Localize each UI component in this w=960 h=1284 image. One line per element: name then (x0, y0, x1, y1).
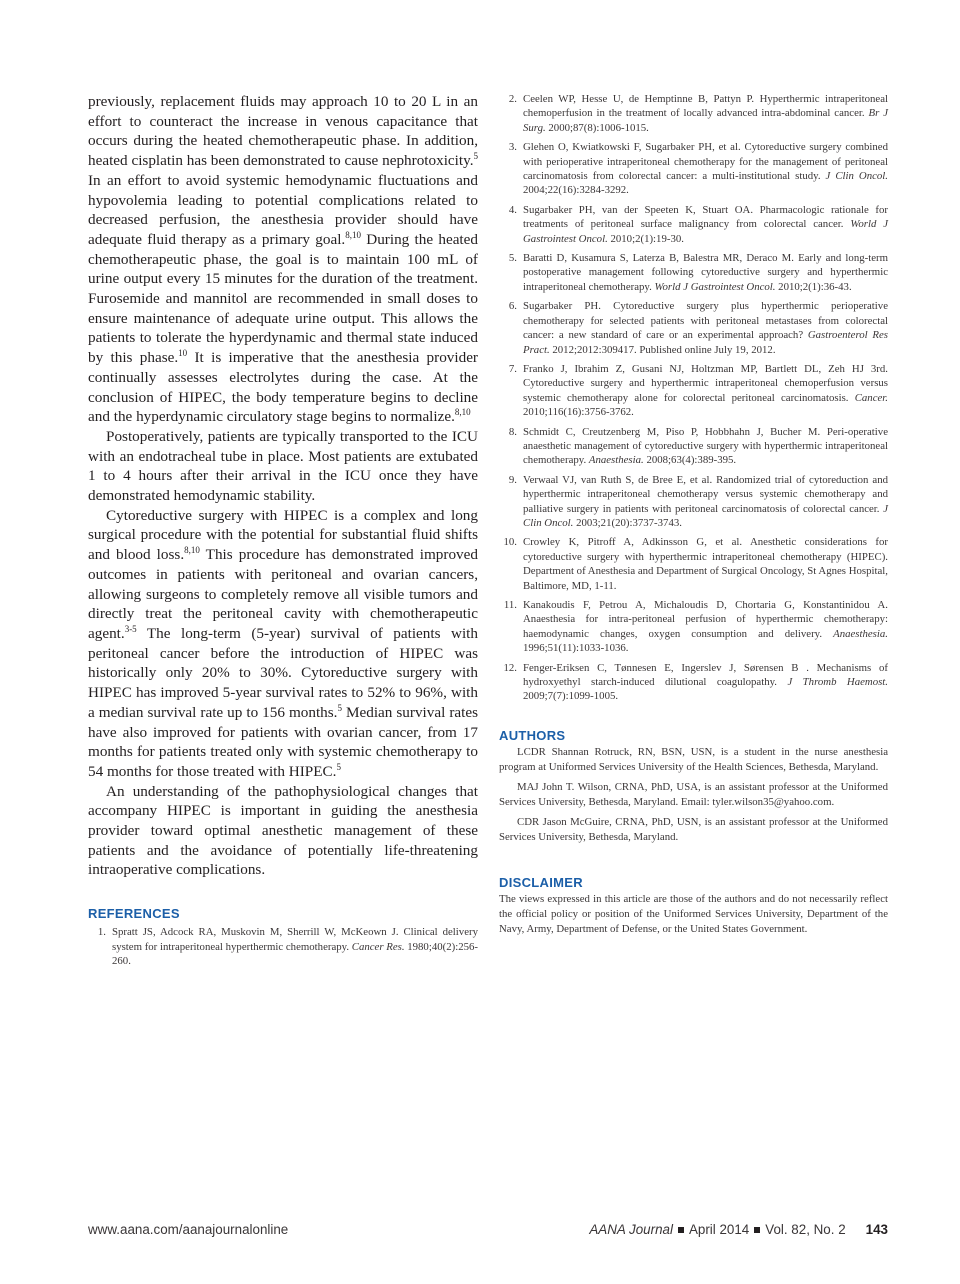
journal-title: J Clin Oncol. (825, 170, 888, 183)
reference-number: 11. (503, 599, 517, 611)
reference-number: 4. (508, 203, 517, 216)
text-run: Kanakoudis F, Petrou A, Michaloudis D, Chortaria G, Konstantinidou A. Anaesthesia for intra-peritoneal perfusion of hyperthermic chemotherapy: haemodynamic changes, oxygen consumption and delivery. (523, 599, 888, 640)
text-run: 1996;51(11):1033-1036. (523, 642, 629, 655)
journal-title: World J Gastrointest Oncol. (654, 280, 776, 293)
reference-number: 7. (508, 362, 517, 375)
journal-title: J Thromb Haemost. (787, 676, 888, 689)
text-run: Median survival rates have also improved for patients with ovarian cancer, from 17 months for patients treated only with systemic chemotherapy to 54 months for those treated with HIPEC. (88, 703, 478, 780)
reference-item (499, 362, 888, 420)
authors-heading: AUTHORS (499, 727, 566, 743)
text-run: Glehen O, Kwiatkowski F, Sugarbaker PH, et al. Cytoreductive surgery combined with perioperative intraperitoneal chemotherapy for the management of peritoneal carcinomatosis from colorectal cancer: a multi-institutional study. (523, 141, 888, 183)
citation-superscript: 10 (178, 348, 188, 359)
text-run: Cytoreductive surgery with HIPEC is a complex and long surgical procedure with the potential for substantial fluid shifts and blood loss. (88, 506, 478, 564)
journal-url-link[interactable]: www.aana.com/aanajournalonline (88, 1222, 289, 1237)
text-run: 2012;2012:309417. Published online July 19, 2012. (549, 343, 776, 356)
text-run: The long-term (5-year) survival of patients with peritoneal cancer before the introduction of HIPEC was historically only 20% to 30%. Cytoreductive surgery with HIPEC has improved 5-year survival rates to 52% to 96%, with a median survival rate up to 156 months. (88, 624, 478, 721)
author-bio: LCDR Shannan Rotruck, RN, BSN, USN, is a student in the nurse anesthesia program at Uniformed Services University of the Health Sciences, Bethesda, Maryland. (499, 745, 888, 773)
reference-number: 2. (508, 93, 517, 105)
body-paragraph (88, 92, 478, 427)
text-run: 2009;7(7):1099-1005. (523, 690, 619, 703)
journal-title: Anaesthesia. (833, 627, 888, 640)
journal-info (589, 1222, 888, 1237)
text-run: Baratti D, Kusamura S, Laterza B, Balestra MR, Deraco M. Early and long-term postoperative management following cytoreductive surgery and hyperthermic intraperitoneal chemotherapy. (523, 252, 888, 293)
right-column (499, 92, 888, 937)
body-text (88, 92, 478, 880)
reference-number: 1. (97, 926, 106, 939)
references-heading: REFERENCES (88, 906, 180, 922)
reference-number: 12. (503, 661, 517, 674)
text-run: 2008;63(4):389-395. (643, 454, 737, 467)
citation-superscript: 5 (337, 702, 342, 713)
reference-number: 5. (508, 252, 517, 265)
bullet-square-icon (678, 1227, 684, 1233)
journal-title: World J Gastrointest Oncol. (523, 218, 888, 245)
reference-item (499, 299, 888, 357)
text-run: Sugarbaker PH, van der Speeten K, Stuart OA. Pharmacologic rationale for treatments of peritoneal surface malignancy from colorectal cancer. (523, 203, 888, 231)
text-run: Verwaal VJ, van Ruth S, de Bree E, et al. Randomized trial of cytoreduction and hyperthermic intraperitoneal chemotherapy versus systemic chemotherapy and palliative surgery in patients with peritoneal carcinomatosis of colorectal cancer. (523, 473, 888, 515)
text-run: In an effort to avoid systemic hemodynamic fluctuations and hypovolemia leading to potential complications related to decreased perfusion, the anesthesia provider should have adequate fluid therapy as a primary goal. (88, 171, 478, 248)
text-run: previously, replacement fluids may approach 10 to 20 L in an effort to counteract the increase in venous capacitance that occurs during the heated chemotherapeutic phase. In addition, heated cisplatin has been demonstrated to cause nephrotoxicity. (88, 93, 478, 170)
journal-title: Anaesthesia. (588, 454, 644, 467)
journal-title: J Clin Oncol. (523, 502, 888, 529)
text-run: Ceelen WP, Hesse U, de Hemptinne B, Pattyn P. Hyperthermic intraperitoneal chemoperfusion in the treatment of locally advanced intra-abdominal cancer. (523, 93, 888, 120)
text-run: 2010;116(16):3756-3762. (523, 406, 634, 419)
citation-superscript: 8,10 (184, 545, 200, 556)
text-run: 2010;2(1):36-43. (775, 280, 852, 293)
text-run: 2010;2(1):19-30. (607, 232, 684, 245)
authors-list (499, 745, 888, 845)
reference-item (499, 203, 888, 246)
journal-title: Cancer. (854, 391, 888, 404)
reference-item (499, 661, 888, 704)
text-run: Fenger-Eriksen C, Tønnesen E, Ingerslev J, Sørensen B . Mechanisms of hydroxyethyl starch-induced dilutional coagulopathy. (523, 661, 888, 689)
journal-title: Gastroenterol Res Pract. (523, 329, 888, 356)
text-run: During the heated chemotherapeutic phase, the goal is to maintain 100 mL of urine output every 15 minutes for the duration of the treatment. Furosemide and mannitol are recommended in small doses to ensure maintenance of adequate urine output. This allows the patients to tolerate the hyperdynamic and thermal state induced by this phase. (88, 230, 478, 367)
disclaimer-heading: DISCLAIMER (499, 874, 583, 890)
text-run: 2003;21(20):3737-3743. (573, 516, 682, 529)
references-list-right (499, 92, 888, 704)
page-number: 143 (865, 1222, 888, 1237)
text-run: This procedure has demonstrated improved outcomes in patients with peritoneal and ovarian cancers, allowing surgeons to completely remove all visible tumors and directly treat the peritoneal cavity with chemotherapeutic agent. (88, 546, 478, 642)
reference-item (499, 251, 888, 294)
reference-item (499, 425, 888, 468)
text-run: 1980;40(2):256-260. (112, 940, 479, 967)
text-run: 2004;22(16):3284-3292. (523, 184, 629, 197)
text-run: 2000;87(8):1006-1015. (545, 121, 649, 134)
body-paragraph (88, 506, 478, 782)
journal-title: Br J Surg. (523, 107, 888, 134)
citation-superscript: 5 (473, 151, 478, 162)
text-run: Spratt JS, Adcock RA, Muskovin M, Sherrill W, McKeown J. Clinical delivery system for intraperitoneal hyperthermic chemotherapy. (112, 926, 478, 953)
text-run: Franko J, Ibrahim Z, Gusani NJ, Holtzman MP, Bartlett DL, Zeh HJ 3rd. Cytoreductive surgery and hyperthermic intraperitoneal chemoperfusion versus systemic chemotherapy alone for colorectal peritoneal carcinomatosis. (523, 362, 888, 404)
author-bio: CDR Jason McGuire, CRNA, PhD, USN, is an assistant professor at the Uniformed Services University, Bethesda, Maryland. (499, 815, 888, 843)
text-run: An understanding of the pathophysiological changes that accompany HIPEC is important in guiding the anesthesia provider toward optimal anesthetic management of these patients and the avoidance of potentially life-threatening intraoperative complications. (88, 782, 478, 879)
citation-superscript: 8,10 (454, 407, 471, 418)
author-bio: MAJ John T. Wilson, CRNA, PhD, USA, is an assistant professor at the Uniformed Services University, Bethesda, Maryland. Email: tyler.wilson35@yahoo.com. (499, 780, 888, 808)
reference-item (499, 535, 888, 593)
text-run: Schmidt C, Creutzenberg M, Piso P, Hobbhahn J, Bucher M. Peri-operative anaesthetic management of cytoreductive surgery with hyperthermic intraperitoneal chemotherapy. (523, 425, 888, 467)
citation-superscript: 5 (336, 761, 341, 772)
reference-item (499, 92, 888, 135)
journal-name: AANA Journal (589, 1222, 673, 1237)
left-column (88, 92, 478, 973)
text-run: Postoperatively, patients are typically transported to the ICU with an endotracheal tube in place. Most patients are extubated 1 to 4 hours after their arrival in the ICU once they have demonstrated hemodynamic stability. (88, 427, 478, 505)
reference-number: 10. (503, 536, 517, 549)
reference-number: 9. (508, 473, 517, 486)
journal-title: Cancer Res. (351, 940, 405, 953)
references-list-left (88, 925, 478, 968)
text-run: Sugarbaker PH. Cytoreductive surgery plus hyperthermic perioperative chemotherapy for selected patients with peritoneal metastases from colorectal cancer: a new standard of care or an experimental approach? (523, 300, 888, 342)
body-paragraph (88, 782, 478, 881)
citation-superscript: 8,10 (345, 229, 361, 240)
reference-number: 8. (508, 425, 517, 438)
citation-superscript: 3-5 (124, 623, 137, 634)
issue-date: April 2014 (688, 1222, 750, 1237)
text-run: It is imperative that the anesthesia provider continually assesses electrolytes during the case. At the conclusion of HIPEC, the body temperature begins to decline and the hyperdynamic circulatory stage begins to normalize. (88, 349, 478, 426)
body-paragraph (88, 427, 478, 506)
reference-number: 3. (508, 141, 517, 154)
bullet-square-icon (754, 1227, 760, 1233)
reference-item (499, 473, 888, 531)
reference-item (499, 140, 888, 198)
reference-item (499, 598, 888, 656)
volume-number: Vol. 82, No. 2 (765, 1222, 846, 1237)
disclaimer-text: The views expressed in this article are those of the authors and do not necessarily reflect the official policy or position of the Uniformed Services University, Department of the Navy, Army, Department of Defense, or the United States Government. (499, 892, 888, 935)
reference-number: 6. (508, 300, 517, 313)
text-run: Crowley K, Pitroff A, Adkinsson G, et al. Anesthetic considerations for cytoreductive surgery with hyperthermic intraperitoneal chemotherapy (HIPEC). Department of Anesthesia and Department of Surgical Oncology, St Agnes Hospital, Baltimore, MD, 1-11. (523, 536, 888, 592)
reference-item (88, 925, 478, 968)
